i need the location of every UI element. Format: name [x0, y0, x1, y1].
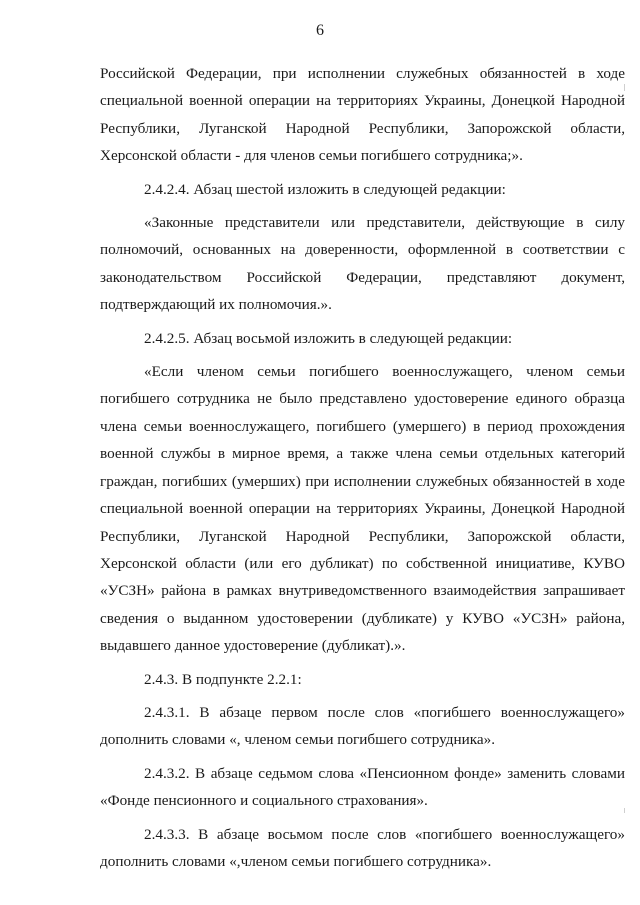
- scan-artifact-mark: [624, 808, 625, 813]
- paragraph-2-4-3-3: 2.4.3.3. В абзаце восьмом после слов «погибшего военнослужащего» дополнить словами «,членом семьи погибшего сотрудника».: [100, 825, 625, 870]
- paragraph-2-4-2-4: 2.4.2.4. Абзац шестой изложить в следующей редакции:: [144, 180, 506, 198]
- paragraph-2-4-3-1: 2.4.3.1. В абзаце первом после слов «погибшего военнослужащего» дополнить словами «, членом семьи погибшего сотрудника».: [100, 703, 625, 749]
- document-body: [100, 60, 625, 875]
- paragraph-2-4-2-5: 2.4.2.5. Абзац восьмой изложить в следующей редакции:: [144, 329, 513, 347]
- paragraph-2-4-3: 2.4.3. В подпункте 2.2.1:: [144, 670, 302, 688]
- paragraph-continuation: Российской Федерации, при исполнении служебных обязанностей в ходе специальной военной операции на территориях Украины, Донецкой Народной Республики, Луганской Народной Республики, Запорожской области, Херсонской области - для членов семьи погибшего сотрудника;».: [100, 65, 625, 165]
- page-number: 6: [316, 22, 324, 39]
- scan-artifact-mark: [624, 84, 625, 91]
- paragraph-quote-certificate: «Если членом семьи погибшего военнослужащего, членом семьи погибшего сотрудника не было представлено удостоверение единого образца члена семьи военнослужащего, погибшего (умершего) в период прохождения военной службы в мирное время, а также члена семьи отдельных категорий граждан, погибших (умерших) при исполнении служебных обязанностей в ходе специальной военной операции на территориях Украины, Донецкой Народной Республики, Луганской Народной Республики, Запорожской области, Херсонской области (или его дубликат) по собственной инициативе, КУВО «УСЗН» района в рамках внутриведомственного взаимодействия запрашивает сведения о выданном удостоверении (дубликате) у КУВО «УСЗН» района, выдавшего данное удостоверение (дубликат).».: [100, 363, 625, 655]
- paragraph-quote-representatives: «Законные представители или представители, действующие в силу полномочий, основанных на доверенности, оформленной в соответствии с законодательством Российской Федерации, представляют документ, подтверждающий их полномочия.».: [100, 214, 625, 314]
- paragraph-2-4-3-2: 2.4.3.2. В абзаце седьмом слова «Пенсионном фонде» заменить словами «Фонде пенсионного и социального страхования».: [100, 764, 625, 810]
